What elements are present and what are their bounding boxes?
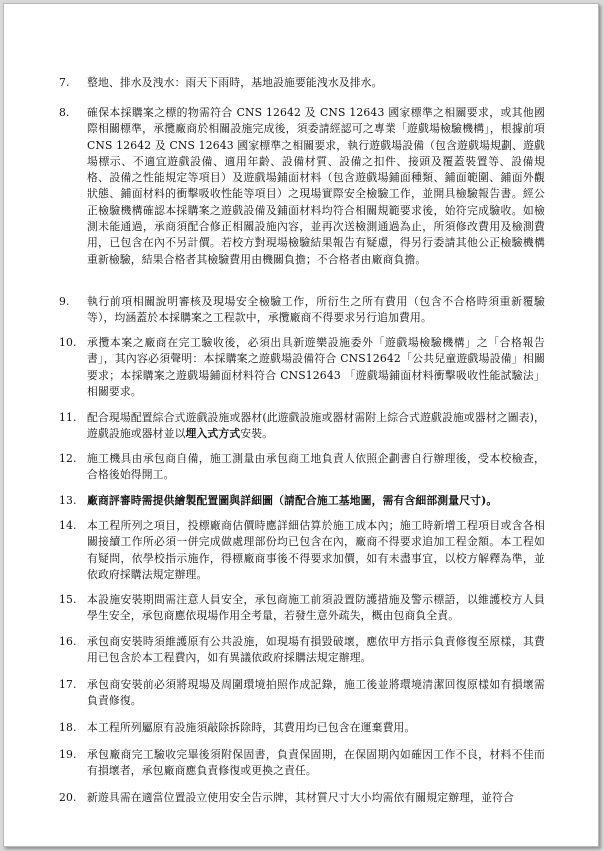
clause-9 <box>59 294 545 327</box>
clause-text-part: 安裝。 <box>240 427 274 441</box>
clause-text: 確保本採購案之標的物需符合 CNS 12642 及 CNS 12643 國家標準之相關要求，或其他國際相關標準，承攬廠商於相關設施完成後，須委請經認可之專業「遊戲場檢驗機構」，根據前項 CNS 12642 及 CNS 12643 國家標準之相關要求，執行遊戲場設備（包含遊戲場規劃、遊戲場標示、不適宜遊戲設備、適用年齡、設備材質、設備之扣件、接頭及覆蓋裝置等、設備規格、設備之性能規定等項目）及遊戲場鋪面材料（包含遊戲場鋪面種類、鋪面範圍、鋪面外觀狀態、鋪面材料的衝擊吸收性能等項目）之現場實際安全檢驗工作，並開具檢驗報告書。經公正檢驗機構確認本採購案之遊戲設備及鋪面材料均符合相關規範要求後，始符完成驗收。如檢測未能通過，承商須配合修正相關設施內容，並再次送檢測通過為止，所須修改費用及檢測費用，已包含在內不另計價。若校方對現場檢驗結果報告有疑慮，得另行委請其他公正檢驗機構重新檢驗，結果合格者其檢驗費用由機關負擔；不合格者由廠商負擔。 <box>87 106 545 266</box>
clause-20 <box>59 790 545 806</box>
clause-number: 14. <box>59 519 77 532</box>
clause-12 <box>59 451 545 484</box>
clause-text: 承包廠商完工驗收完畢後須附保固書，負責保固期，在保固期內如確因工作不良，材料不佳而有損壞者，承包廠商應負責修復或更換之責任。 <box>87 748 545 778</box>
clause-number: 11. <box>59 411 77 424</box>
clause-text <box>87 410 545 443</box>
clause-text: 執行前項相關說明審核及現場安全檢驗工作，所衍生之所有費用（包含不合格時須重新覆驗等），均涵蓋於本採購案之工程款中，承攬廠商不得要求另行追加費用。 <box>87 295 545 325</box>
clause-18 <box>59 720 545 736</box>
clause-8 <box>59 105 545 268</box>
clause-text: 廠商評審時需提供繪製配置圖與詳細圖（請配合施工基地圖，需有含細部測量尺寸)。 <box>87 494 498 507</box>
clause-17 <box>59 677 545 710</box>
clause-text: 本工程所列屬原有設施須敲除拆除時，其費用均已包含在運棄費用。 <box>87 721 416 734</box>
clause-text: 整地、排水及洩水：雨天下雨時，基地設施要能洩水及排水。 <box>87 76 383 89</box>
clause-text: 新遊具需在適當位置設立使用安全告示牌，其材質尺寸大小均需依有關規定辦理，並符合 <box>87 791 514 804</box>
clause-19 <box>59 747 545 780</box>
clause-number: 15. <box>59 593 77 606</box>
clause-13 <box>59 493 545 509</box>
clause-text: 本設施安裝期間需注意人員安全，承包商施工前須設置防護措施及警示標語，以維護校方人員學生安全，承包商應依現場作用全考量，若發生意外疏失，概由包商負全責。 <box>87 593 545 623</box>
clause-number: 19. <box>59 748 77 761</box>
clause-text-part: 配合現場配置綜合式遊戲設施或器材(此遊戲設施或器材需附上綜合式遊戲設施或器材之圖表)，遊戲設施或器材並以 <box>87 411 545 441</box>
clause-number: 16. <box>59 635 77 648</box>
clause-number: 10. <box>59 336 77 349</box>
clause-text: 承攬本案之廠商在完工驗收後，必須出具新遊樂設施委外「遊戲場檢驗機構」之「合格報告書」，其內容必須聲明：本採購案之遊戲場設備符合 CNS12642「公共兒童遊戲場設備」相關要求；本採購案之遊戲場鋪面材料符合 CNS12643 「遊戲場鋪面材料衝擊吸收性能試驗法」相關要求。 <box>87 336 545 398</box>
clause-number: 9. <box>59 295 70 308</box>
clause-number: 17. <box>59 678 77 691</box>
clause-text: 本工程所列之項目，投標廠商估價時應詳細估算於施工成本內；施工時新增工程項目或含各相關接續工作所必須一併完成做處理部份均已包含在內，廠商不得要求追加工程金額。本工程如有疑問，依學校指示施作，得標廠商事後不得要求加價，如有未盡事宜，以校方解釋為準，並依政府採購法規定辦理。 <box>87 519 545 581</box>
clause-14 <box>59 518 545 583</box>
clause-10 <box>59 335 545 400</box>
clause-number: 20. <box>59 791 77 804</box>
clause-15 <box>59 592 545 625</box>
clause-text: 施工機具由承包商自備，施工測量由承包商工地負責人依照企劃書自行辦理後，受本校檢查，合格後始得開工。 <box>87 452 545 482</box>
clause-number: 12. <box>59 452 77 465</box>
clause-number: 7. <box>59 76 70 89</box>
clause-list <box>4 4 598 846</box>
clause-16 <box>59 634 545 667</box>
document-page <box>3 3 599 847</box>
clause-text-emphasis: 埋入式方式 <box>185 427 241 441</box>
clause-number: 18. <box>59 721 77 734</box>
clause-text: 承包商安裝時須維護原有公共設施，如現場有損毀破壞，應依甲方指示負責修復至原樣，其費用已包含於本工程費內，如有異議依政府採購法規定辦理。 <box>87 635 545 665</box>
clause-11 <box>59 410 545 443</box>
clause-number: 8. <box>59 106 70 119</box>
clause-7 <box>59 75 545 91</box>
clause-text: 承包商安裝前必須將現場及周圍環境拍照作成記錄，施工後並將環境清潔回復原樣如有損壞需負責修復。 <box>87 678 545 708</box>
clause-number: 13. <box>59 494 77 507</box>
